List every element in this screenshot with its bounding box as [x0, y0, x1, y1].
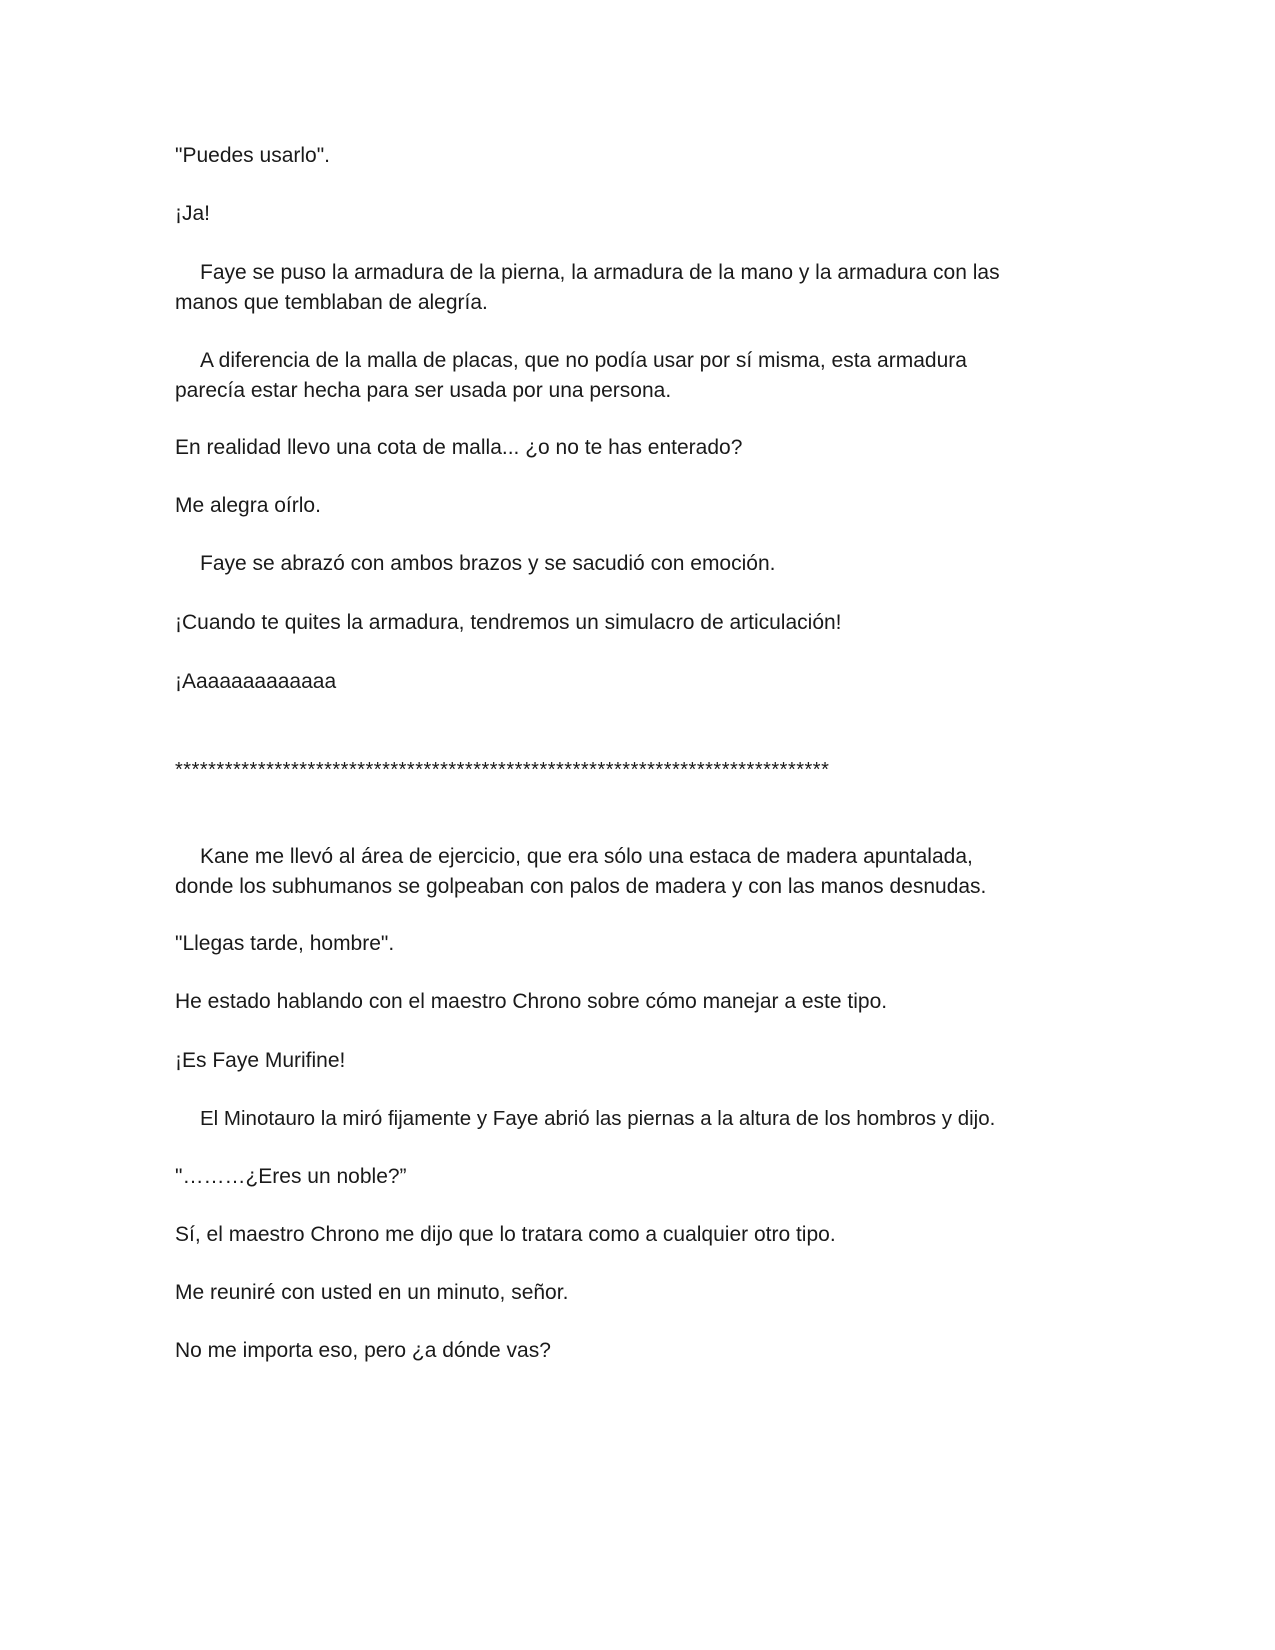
paragraph: A diferencia de la malla de placas, que no podía usar por sí misma, esta armadura parecía estar hecha para ser usada por una persona.	[175, 349, 967, 402]
paragraph: "Llegas tarde, hombre".	[175, 932, 395, 955]
paragraph: Sí, el maestro Chrono me dijo que lo tratara como a cualquier otro tipo.	[175, 1223, 836, 1246]
paragraph: "Puedes usarlo".	[175, 144, 330, 167]
paragraph: "………¿Eres un noble?”	[175, 1165, 407, 1188]
paragraph: He estado hablando con el maestro Chrono sobre cómo manejar a este tipo.	[175, 990, 888, 1013]
paragraph: ¡Ja!	[175, 202, 211, 225]
paragraph: No me importa eso, pero ¿a dónde vas?	[175, 1339, 551, 1362]
paragraph: Me alegra oírlo.	[175, 494, 321, 517]
paragraph: ¡Aaaaaaaaaaaaa	[175, 670, 337, 693]
paragraph: Kane me llevó al área de ejercicio, que era sólo una estaca de madera apuntalada, donde los subhumanos se golpeaban con palos de madera y con las manos desnudas.	[175, 845, 987, 898]
paragraph: ¡Cuando te quites la armadura, tendremos un simulacro de articulación!	[175, 611, 842, 634]
paragraph: ¡Es Faye Murifine!	[175, 1049, 346, 1072]
paragraph: Faye se abrazó con ambos brazos y se sacudió con emoción.	[200, 552, 776, 575]
section-separator: *******************************************************************************	[175, 759, 830, 781]
paragraph: Me reuniré con usted en un minuto, señor.	[175, 1281, 569, 1304]
paragraph: En realidad llevo una cota de malla... ¿o no te has enterado?	[175, 436, 743, 459]
paragraph: El Minotauro la miró fijamente y Faye abrió las piernas a la altura de los hombros y dijo.	[200, 1107, 996, 1130]
paragraph: Faye se puso la armadura de la pierna, la armadura de la mano y la armadura con las manos que temblaban de alegría.	[175, 261, 1000, 314]
